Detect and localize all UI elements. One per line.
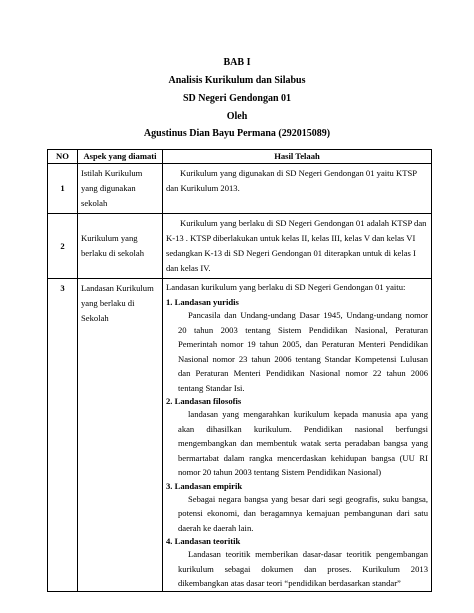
landasan-filosofis-text: landasan yang mengarahkan kurikulum kepada manusia apa yang akan dihasilkan kurikulum. Pendidikan nasional berfungsi mengembangkan dan membentuk watak serta peradaban bangsa yang bermartabat dalam rangka mencerdaskan kehidupan bangsa (UU RI nomor 20 tahun 2003 tentang Sistem Pendidikan Nasional) <box>178 409 428 477</box>
row-aspek: Kurikulum yang berlaku di sekolah <box>78 214 163 279</box>
by-label: Oleh <box>226 111 248 122</box>
row-hasil: Kurikulum yang digunakan di SD Negeri Gendongan 01 yaitu KTSP dan Kurikulum 2013. <box>163 164 432 214</box>
landasan-yuridis-label: 1. Landasan yuridis <box>166 297 239 307</box>
row-hasil <box>163 279 432 592</box>
row-aspek: Landasan Kurikulum yang berlaku di Sekolah <box>78 279 163 592</box>
header-hasil: Hasil Telaah <box>163 150 432 164</box>
landasan-teoritik-label: 4. Landasan teoritik <box>166 536 241 546</box>
row-hasil: Kurikulum yang berlaku di SD Negeri Gendongan 01 adalah KTSP dan K-13 . KTSP diberlakukan untuk kelas II, kelas III, kelas V dan kelas VI sedangkan K-13 di SD Negeri Gendongan 01 diterapkan untuk di kelas I dan kelas IV. <box>163 214 432 279</box>
table-row <box>48 214 432 279</box>
landasan-empirik-text: Sebagai negara bangsa yang besar dari segi geografis, suku bangsa, potensi ekonomi, dan beragamnya kemajuan pembangunan dari satu daerah ke daerah lain. <box>178 493 428 533</box>
landasan-filosofis-label: 2. Landasan filosofis <box>166 396 242 406</box>
chapter-label: BAB I <box>223 57 251 68</box>
row-number: 2 <box>48 214 78 279</box>
table-row <box>48 279 432 592</box>
landasan-intro: Landasan kurikulum yang berlaku di SD Negeri Gendongan 01 yaitu: <box>166 282 406 292</box>
document-title: Analisis Kurikulum dan Silabus <box>168 75 306 86</box>
table-header-row <box>48 150 432 164</box>
landasan-empirik-label: 3. Landasan empirik <box>166 480 243 491</box>
school-name: SD Negeri Gendongan 01 <box>182 93 292 104</box>
header-aspek: Aspek yang diamati <box>78 150 163 164</box>
row-number: 3 <box>48 279 78 592</box>
landasan-yuridis-text: Pancasila dan Undang-undang Dasar 1945, Undang-undang nomor 20 tahun 2003 tentang Sistem Pendidikan Nasional, Peraturan Pemerintah nomor 19 tahun 2005, dan Peraturan Menteri Pendidikan Nasional nomor 23 tahun 2006 tentang Standar Kompetensi Lulusan dan Peraturan Menteri Pendidikan Nasional nomor 22 tahun 2006 tentang Standar Isi. <box>178 310 428 393</box>
landasan-teoritik-text: Landasan teoritik memberikan dasar-dasar teoritik pengembangan kurikulum sebagai dokumen dan proses. Kurikulum 2013 dikembangkan atas dasar teori “pendidikan berdasarkan standar” <box>178 549 428 588</box>
author-name: Agustinus Dian Bayu Permana (292015089) <box>143 128 331 139</box>
analysis-table <box>47 149 432 592</box>
table-row <box>48 164 432 214</box>
header-no: NO <box>48 150 78 164</box>
row-number: 1 <box>48 164 78 214</box>
row-aspek: Istilah Kurikulum yang digunakan sekolah <box>78 164 163 214</box>
